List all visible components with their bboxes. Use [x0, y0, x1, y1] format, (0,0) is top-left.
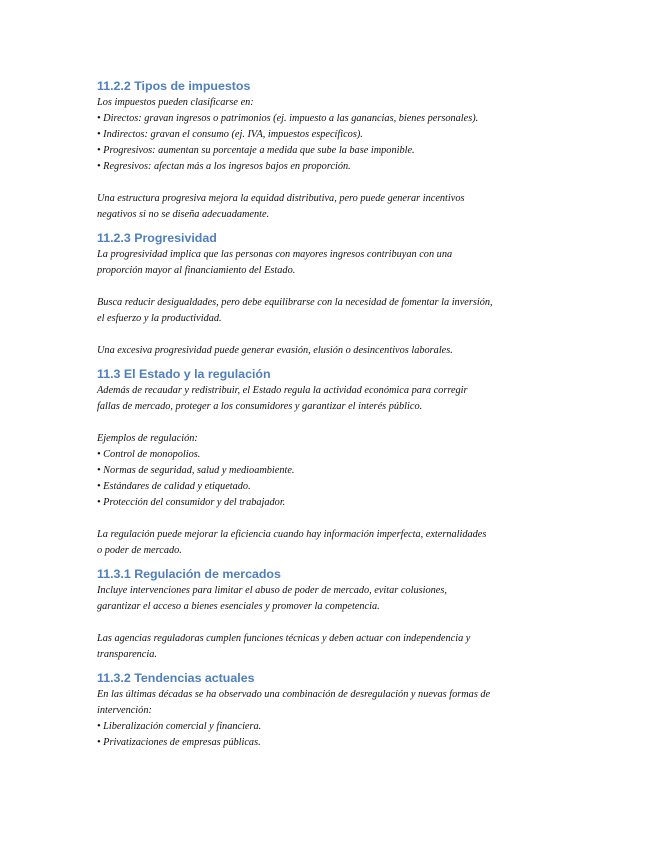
document-page	[97, 78, 567, 751]
text-line: En las últimas décadas se ha observado una combinación de desregulación y nuevas formas de	[97, 689, 491, 700]
text-line: Los impuestos pueden clasificarse en:	[97, 97, 254, 108]
text-line: Las agencias reguladoras cumplen funciones técnicas y deben actuar con independencia y	[97, 633, 471, 644]
section-heading: 11.3.2 Tendencias actuales	[97, 671, 255, 685]
text-line: transparencia.	[97, 649, 157, 660]
text-line: Una excesiva progresividad puede generar evasión, elusión o desincentivos laborales.	[97, 345, 453, 356]
text-line: intervención:	[97, 705, 152, 716]
list-item: • Progresivos: aumentan su porcentaje a medida que sube la base imponible.	[97, 145, 415, 156]
paragraph	[97, 687, 567, 751]
paragraph	[97, 191, 567, 223]
paragraph	[97, 295, 567, 327]
section-estado-y-regulacion	[97, 366, 567, 559]
section-progresividad	[97, 230, 567, 359]
section-tendencias-actuales	[97, 670, 567, 751]
section-heading: 11.3 El Estado y la regulación	[97, 367, 271, 381]
paragraph	[97, 383, 567, 415]
text-line: Ejemplos de regulación:	[97, 433, 198, 444]
text-line: el esfuerzo y la productividad.	[97, 313, 222, 324]
list-item: • Control de monopolios.	[97, 449, 201, 460]
text-line: La regulación puede mejorar la eficiencia cuando hay información imperfecta, externalidades	[97, 529, 487, 540]
text-line: o poder de mercado.	[97, 545, 182, 556]
text-line: garantizar el acceso a bienes esenciales y promover la competencia.	[97, 601, 380, 612]
section-regulacion-de-mercados	[97, 566, 567, 663]
list-item: • Liberalización comercial y financiera.	[97, 721, 262, 732]
text-line: negativos si no se diseña adecuadamente.	[97, 209, 270, 220]
paragraph	[97, 95, 567, 175]
section-tipos-de-impuestos	[97, 78, 567, 223]
list-item: • Regresivos: afectan más a los ingresos bajos en proporción.	[97, 161, 351, 172]
list-item: • Estándares de calidad y etiquetado.	[97, 481, 251, 492]
paragraph	[97, 631, 567, 663]
paragraph	[97, 527, 567, 559]
paragraph	[97, 343, 567, 359]
list-item: • Directos: gravan ingresos o patrimonios (ej. impuesto a las ganancias, bienes personales).	[97, 113, 479, 124]
text-line: Una estructura progresiva mejora la equidad distributiva, pero puede generar incentivos	[97, 193, 465, 204]
text-line: proporción mayor al financiamiento del Estado.	[97, 265, 296, 276]
section-heading: 11.2.2 Tipos de impuestos	[97, 79, 251, 93]
text-line: La progresividad implica que las personas con mayores ingresos contribuyan con una	[97, 249, 453, 260]
paragraph	[97, 431, 567, 511]
list-item: • Indirectos: gravan el consumo (ej. IVA, impuestos específicos).	[97, 129, 363, 140]
section-heading: 11.3.1 Regulación de mercados	[97, 567, 281, 581]
text-line: Busca reducir desigualdades, pero debe equilibrarse con la necesidad de fomentar la inversión,	[97, 297, 493, 308]
paragraph	[97, 583, 567, 615]
list-item: • Normas de seguridad, salud y medioambiente.	[97, 465, 295, 476]
text-line: Incluye intervenciones para limitar el abuso de poder de mercado, evitar colusiones,	[97, 585, 447, 596]
paragraph	[97, 247, 567, 279]
text-line: Además de recaudar y redistribuir, el Estado regula la actividad económica para corregir	[97, 385, 468, 396]
text-line: fallas de mercado, proteger a los consumidores y garantizar el interés público.	[97, 401, 423, 412]
list-item: • Privatizaciones de empresas públicas.	[97, 737, 261, 748]
list-item: • Protección del consumidor y del trabajador.	[97, 497, 286, 508]
section-heading: 11.2.3 Progresividad	[97, 231, 217, 245]
